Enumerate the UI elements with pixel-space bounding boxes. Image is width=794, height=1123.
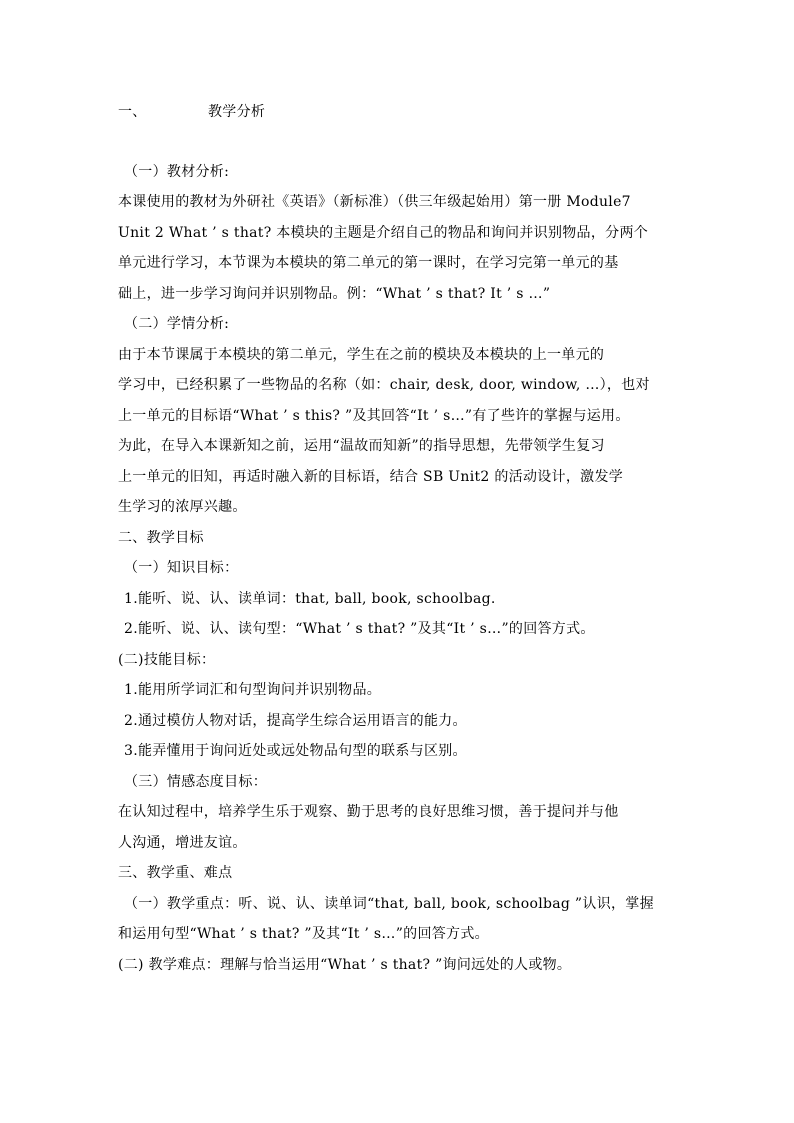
paragraph-line: 础上，进一步学习询问并识别物品。例：“What ’ s that? It ’ s …” bbox=[118, 285, 551, 302]
paragraph-line: 生学习的浓厚兴趣。 bbox=[118, 499, 247, 515]
subheading: （三）情感态度目标： bbox=[124, 773, 267, 790]
subheading: （二）学情分析: bbox=[124, 316, 230, 332]
paragraph-line: 上一单元的目标语“What ’ s this? ”及其回答“It ’ s…”有了些许的掌握与运用。 bbox=[118, 407, 630, 424]
subheading: (二)技能目标： bbox=[118, 651, 216, 668]
list-item: 1.能听、说、认、读单词：that, ball, book, schoolbag. bbox=[124, 590, 496, 607]
section-heading-2: 二、教学目标 bbox=[118, 529, 204, 546]
paragraph-line: 和运用句型“What ’ s that? ”及其“It ’ s…”的回答方式。 bbox=[118, 926, 489, 942]
paragraph-line: 在认知过程中，培养学生乐于观察、勤于思考的良好思维习惯，善于提问并与他 bbox=[118, 804, 619, 820]
list-item: 3.能弄懂用于询问近处或远处物品句型的联系与区别。 bbox=[124, 743, 467, 759]
heading-text: 教学分析 bbox=[208, 104, 266, 120]
paragraph-line: 上一单元的旧知，再适时融入新的目标语，结合 SB Unit2 的活动设计，激发学 bbox=[118, 468, 624, 485]
paragraph-line: 单元进行学习，本节课为本模块的第二单元的第一课时，在学习完第一单元的基 bbox=[118, 255, 619, 271]
paragraph-line: Unit 2 What ’ s that? 本模块的主题是介绍自己的物品和询问并识别物品，分两个 bbox=[118, 224, 649, 241]
heading-number: 一、 bbox=[118, 104, 147, 120]
subheading: （一）知识目标： bbox=[124, 560, 239, 576]
section-heading-3: 三、教学重、难点 bbox=[118, 865, 233, 881]
document-body bbox=[118, 97, 678, 980]
paragraph-line: 学习中，已经积累了一些物品的名称（如：chair, desk, door, window, …），也对 bbox=[118, 377, 650, 393]
list-item: 2.通过模仿人物对话，提高学生综合运用语言的能力。 bbox=[124, 712, 467, 729]
paragraph-line: 本课使用的教材为外研社《英语》（新标准）（供三年级起始用）第一册 Module7 bbox=[118, 194, 631, 210]
section-heading-1 bbox=[118, 97, 678, 128]
list-item: 2.能听、说、认、读句型：“What ’ s that? ”及其“It ’ s…”的回答方式。 bbox=[124, 621, 595, 637]
list-item: 1.能用所学词汇和句型询问并识别物品。 bbox=[124, 682, 382, 698]
paragraph-line: 为此，在导入本课新知之前，运用“温故而知新”的指导思想，先带领学生复习 bbox=[118, 438, 605, 454]
paragraph-line: 人沟通，增进友谊。 bbox=[118, 834, 247, 851]
paragraph-line: (二) 教学难点：理解与恰当运用“What ’ s that? ”询问远处的人或物。 bbox=[118, 956, 572, 973]
paragraph-line: （一）教学重点：听、说、认、读单词“that, ball, book, schoolbag ”认识，掌握 bbox=[124, 895, 654, 912]
paragraph-line: 由于本节课属于本模块的第二单元，学生在之前的模块及本模块的上一单元的 bbox=[118, 346, 605, 363]
subheading: （一）教材分析: bbox=[124, 163, 230, 180]
